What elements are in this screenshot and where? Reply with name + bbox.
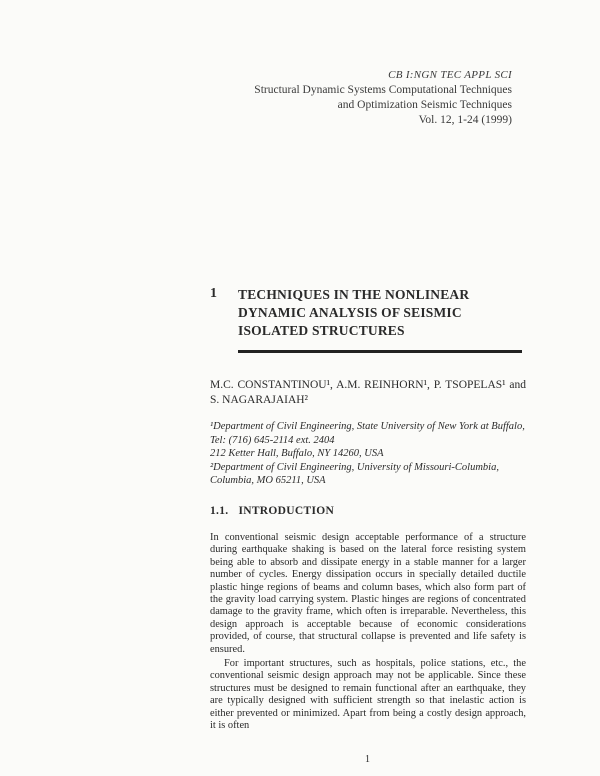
section-number: 1.1. xyxy=(210,505,229,517)
scan-smudge xyxy=(225,20,261,30)
chapter-title: TECHNIQUES IN THE NONLINEAR DYNAMIC ANALYSIS OF SEISMIC ISOLATED STRUCTURES xyxy=(238,287,470,338)
affiliations xyxy=(210,420,528,488)
chapter-number: 1 xyxy=(210,286,217,301)
body-text xyxy=(210,532,526,733)
series-title-line-2: and Optimization Seismic Techniques xyxy=(337,99,512,111)
series-code: CB I:NGN TEC APPL SCI xyxy=(388,69,512,81)
author-list: M.C. CONSTANTINOU¹, A.M. REINHORN¹, P. TSOPELAS¹ and S. NAGARAJAIAH² xyxy=(210,379,526,406)
page-number: 1 xyxy=(365,754,370,765)
affiliation-1-address: 212 Ketter Hall, Buffalo, NY 14260, USA xyxy=(210,448,384,459)
affiliation-2: ²Department of Civil Engineering, University of Missouri-Columbia, Columbia, MO 65211, USA xyxy=(210,461,499,486)
section-heading xyxy=(210,505,334,517)
affiliation-1: ¹Department of Civil Engineering, State University of New York at Buffalo, Tel: (716) 645-2114 ext. 2404 xyxy=(210,421,525,446)
title-rule xyxy=(238,350,522,353)
section-title: INTRODUCTION xyxy=(238,505,335,517)
running-header xyxy=(254,68,512,128)
volume-info: Vol. 12, 1-24 (1999) xyxy=(418,114,512,126)
series-title-line-1: Structural Dynamic Systems Computational Techniques xyxy=(254,84,512,96)
paragraph-1: In conventional seismic design acceptable performance of a structure during earthquake shaking is based on the lateral force resisting system being able to absorb and dissipate energy in a stable manner for a larger number of cycles. Energy dissipation occurs in specially detailed ductile plastic hinge regions of beams and column bases, which also form part of the gravity load carrying system. Plastic hinges are regions of concentrated damage to the gravity frame, which often is irreparable. Nevertheless, this design approach is acceptable because of economic considerations provided, of course, that structural collapse is prevented and life safety is ensured. xyxy=(210,532,526,655)
paragraph-2: For important structures, such as hospitals, police stations, etc., the conventional seismic design approach may not be applicable. Since these structures must be designed to remain functional after an earthquake, they are typically designed with sufficient strength so that inelastic action is either prevented or minimized. Apart from being a costly design approach, it is often xyxy=(210,658,526,732)
